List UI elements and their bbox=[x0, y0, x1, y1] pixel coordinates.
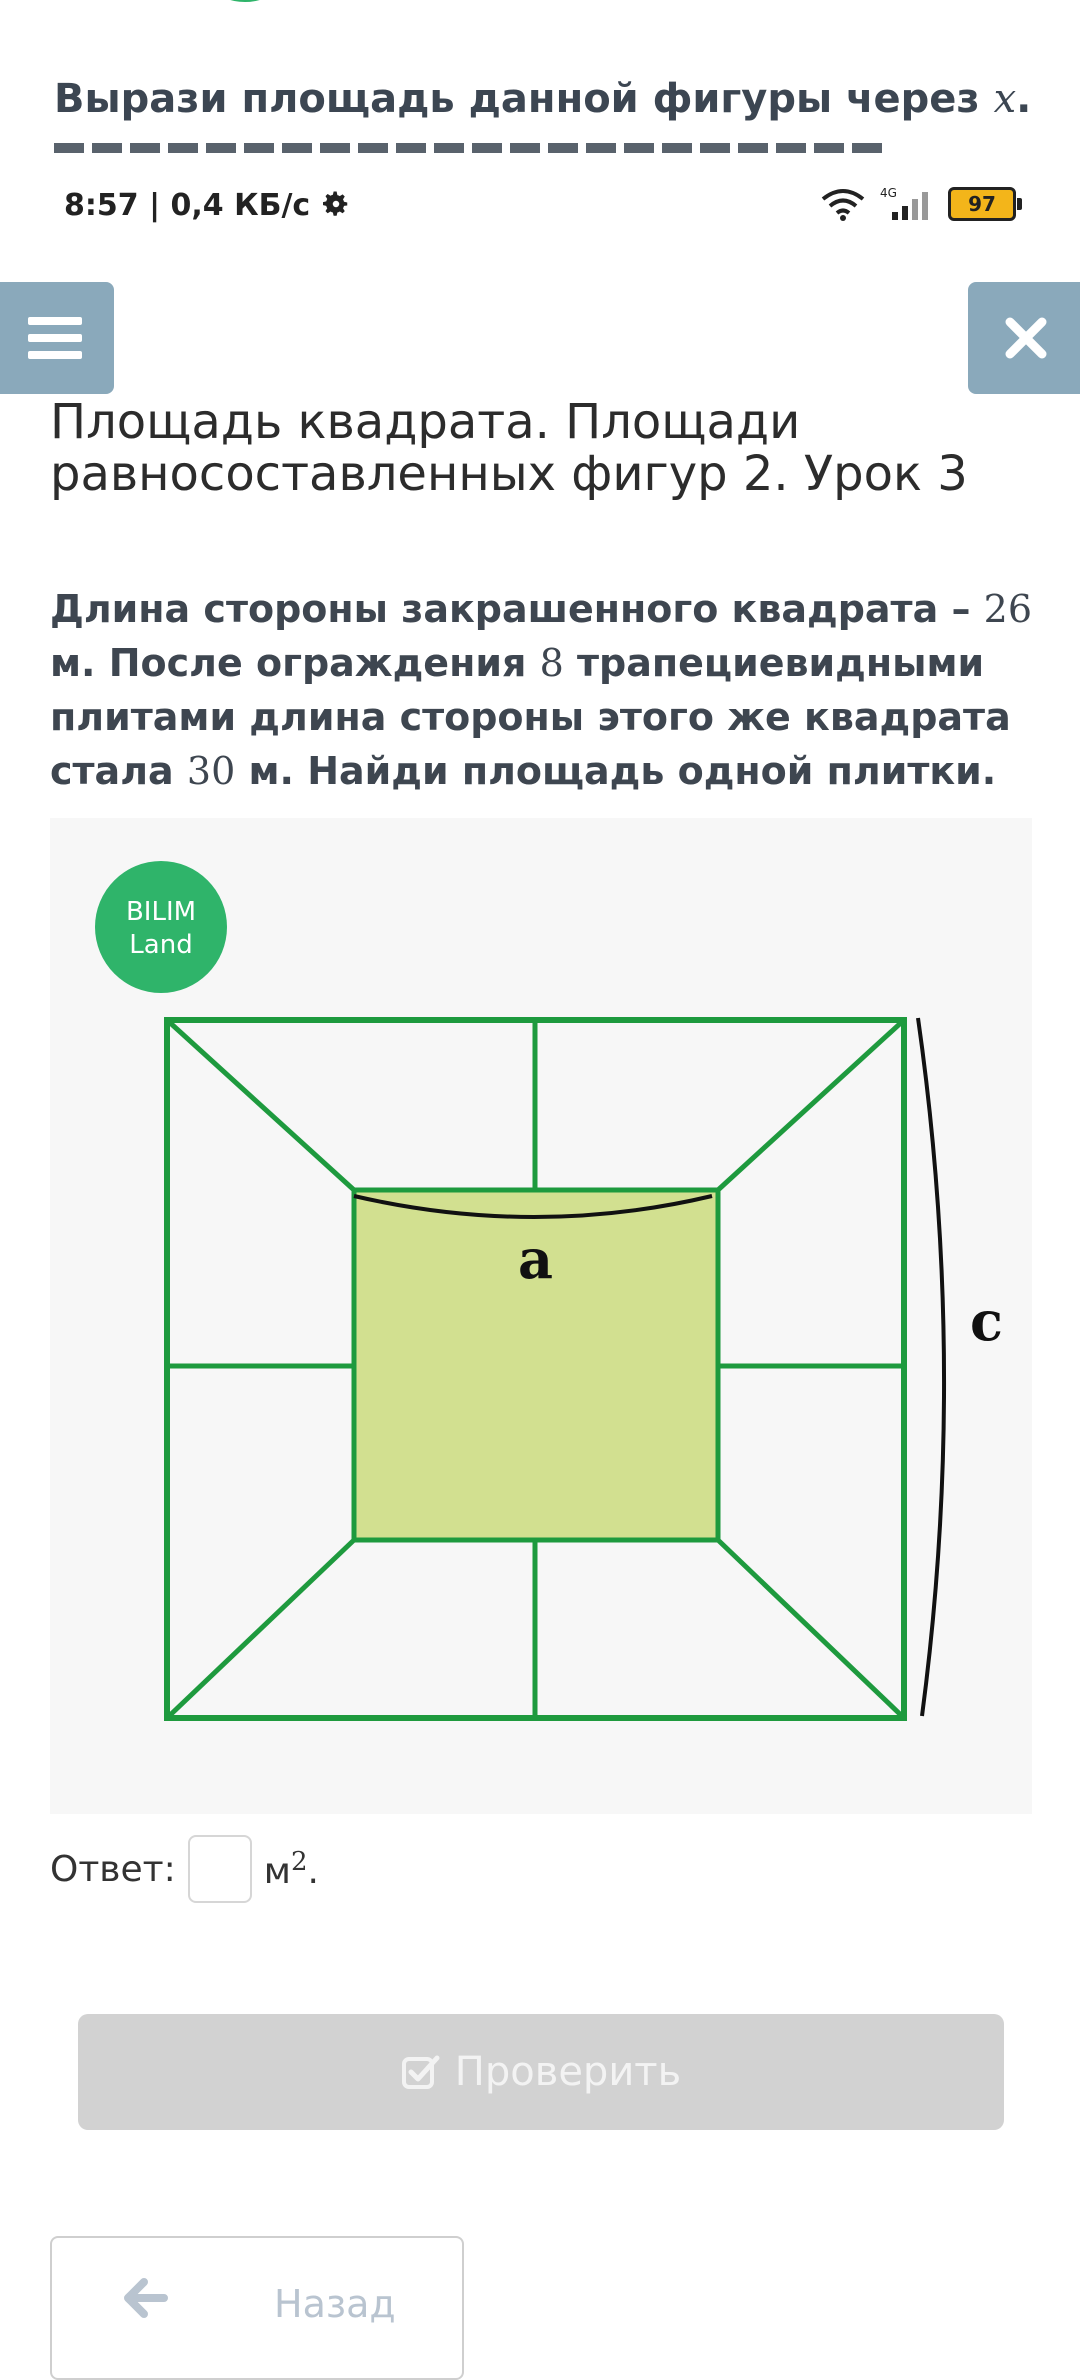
answer-label: Ответ: bbox=[50, 1848, 176, 1890]
hamburger-icon bbox=[28, 315, 82, 361]
top-logo-fragment bbox=[190, 0, 300, 2]
cut-off-text-line bbox=[54, 143, 884, 153]
battery-indicator: 97 bbox=[948, 187, 1016, 221]
side-c-brace bbox=[918, 1018, 944, 1716]
svg-text:Land: Land bbox=[129, 930, 193, 960]
network-type: 4G bbox=[880, 186, 897, 200]
check-button-label: Проверить bbox=[454, 2049, 682, 2095]
back-button[interactable] bbox=[50, 2236, 464, 2380]
answer-input[interactable] bbox=[188, 1835, 252, 1903]
status-bar bbox=[0, 158, 1080, 250]
background-question: Вырази площадь данной фигуры через x. bbox=[54, 76, 1032, 122]
menu-button[interactable] bbox=[0, 282, 114, 394]
label-a: a bbox=[518, 1227, 553, 1291]
lesson-title: Площадь квадрата. Площади равносоставленных фигур 2. Урок 3 bbox=[50, 394, 968, 502]
checkbox-icon bbox=[401, 2052, 441, 2092]
question-variable: x bbox=[993, 76, 1017, 122]
tiles-figure bbox=[50, 818, 1032, 1814]
close-button[interactable] bbox=[968, 282, 1080, 394]
figure-area bbox=[50, 818, 1032, 1814]
status-icons bbox=[820, 184, 1016, 224]
problem-text: Длина стороны закрашенного квадрата – 26 м. После ограждения 8 трапециевидными плитами длина стороны этого же квадрата стала 30 м. Найди площадь одной плитки. bbox=[50, 587, 1033, 793]
svg-text:BILIM: BILIM bbox=[125, 897, 197, 927]
answer-row bbox=[50, 1834, 319, 1904]
status-time: 8:57 | 0,4 КБ/с bbox=[64, 188, 351, 223]
close-icon bbox=[1004, 316, 1048, 360]
gear-icon bbox=[321, 189, 351, 219]
label-c: c bbox=[970, 1289, 1003, 1353]
wifi-icon bbox=[820, 187, 866, 221]
bilimland-logo bbox=[95, 861, 227, 993]
signal-icon bbox=[878, 186, 936, 222]
answer-unit: $м^2$. bbox=[263, 1846, 319, 1892]
status-speed: | 0,4 КБ/с bbox=[149, 188, 311, 223]
arrow-left-icon bbox=[124, 2278, 168, 2318]
back-button-label: Назад bbox=[274, 2282, 396, 2326]
check-button[interactable] bbox=[78, 2014, 1004, 2130]
